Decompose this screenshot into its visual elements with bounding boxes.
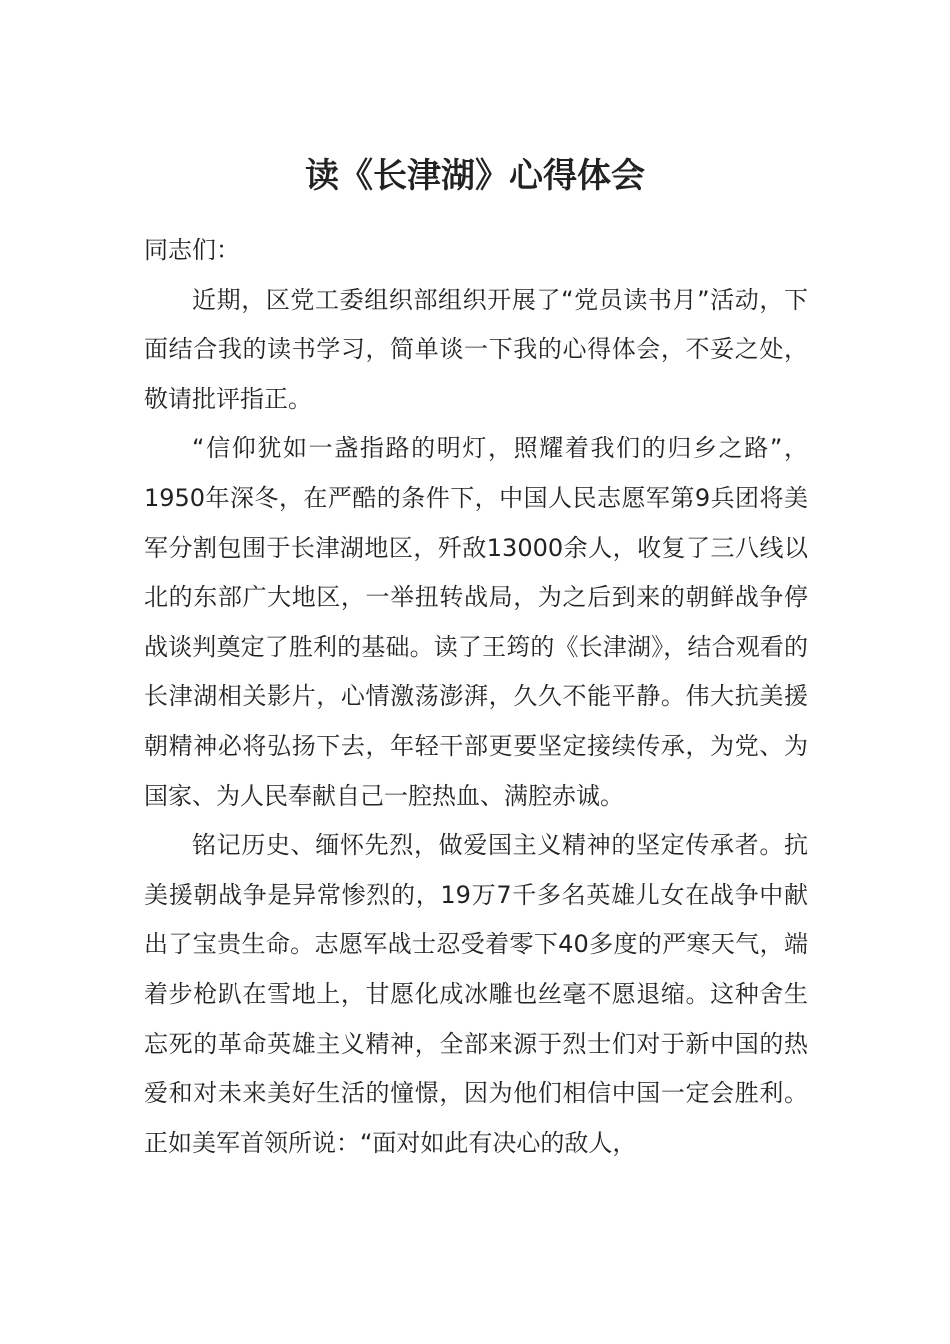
document-body <box>144 226 808 1168</box>
document-title: 读《长津湖》心得体会 <box>305 156 645 196</box>
salutation: 同志们： <box>144 236 240 264</box>
paragraph-3: 铭记历史、缅怀先烈，做爱国主义精神的坚定传承者。抗美援朝战争是异常惨烈的，19万7千多名英雄儿女在战争中献出了宝贵生命。志愿军战士忍受着零下40多度的严寒天气，端着步枪趴在雪地上，甘愿化成冰雕也丝毫不愿退缩。这种舍生忘死的革命英雄主义精神，全部来源于烈士们对于新中国的热爱和对未来美好生活的憧憬，因为他们相信中国一定会胜利。正如美军首领所说：“面对如此有决心的敌人， <box>144 831 808 1157</box>
paragraph-2: “信仰犹如一盏指路的明灯，照耀着我们的归乡之路”，1950年深冬，在严酷的条件下，中国人民志愿军第9兵团将美军分割包围于长津湖地区，歼敌13000余人，收复了三八线以北的东部广大地区，一举扭转战局，为之后到来的朝鲜战争停战谈判奠定了胜利的基础。读了王筠的《长津湖》，结合观看的长津湖相关影片，心情激荡澎湃，久久不能平静。伟大抗美援朝精神必将弘扬下去，年轻干部更要坚定接续传承，为党、为国家、为人民奉献自己一腔热血、满腔赤诚。 <box>144 434 808 810</box>
paragraph-1: 近期，区党工委组织部组织开展了“党员读书月”活动，下面结合我的读书学习，简单谈一下我的心得体会，不妥之处，敬请批评指正。 <box>144 285 808 413</box>
